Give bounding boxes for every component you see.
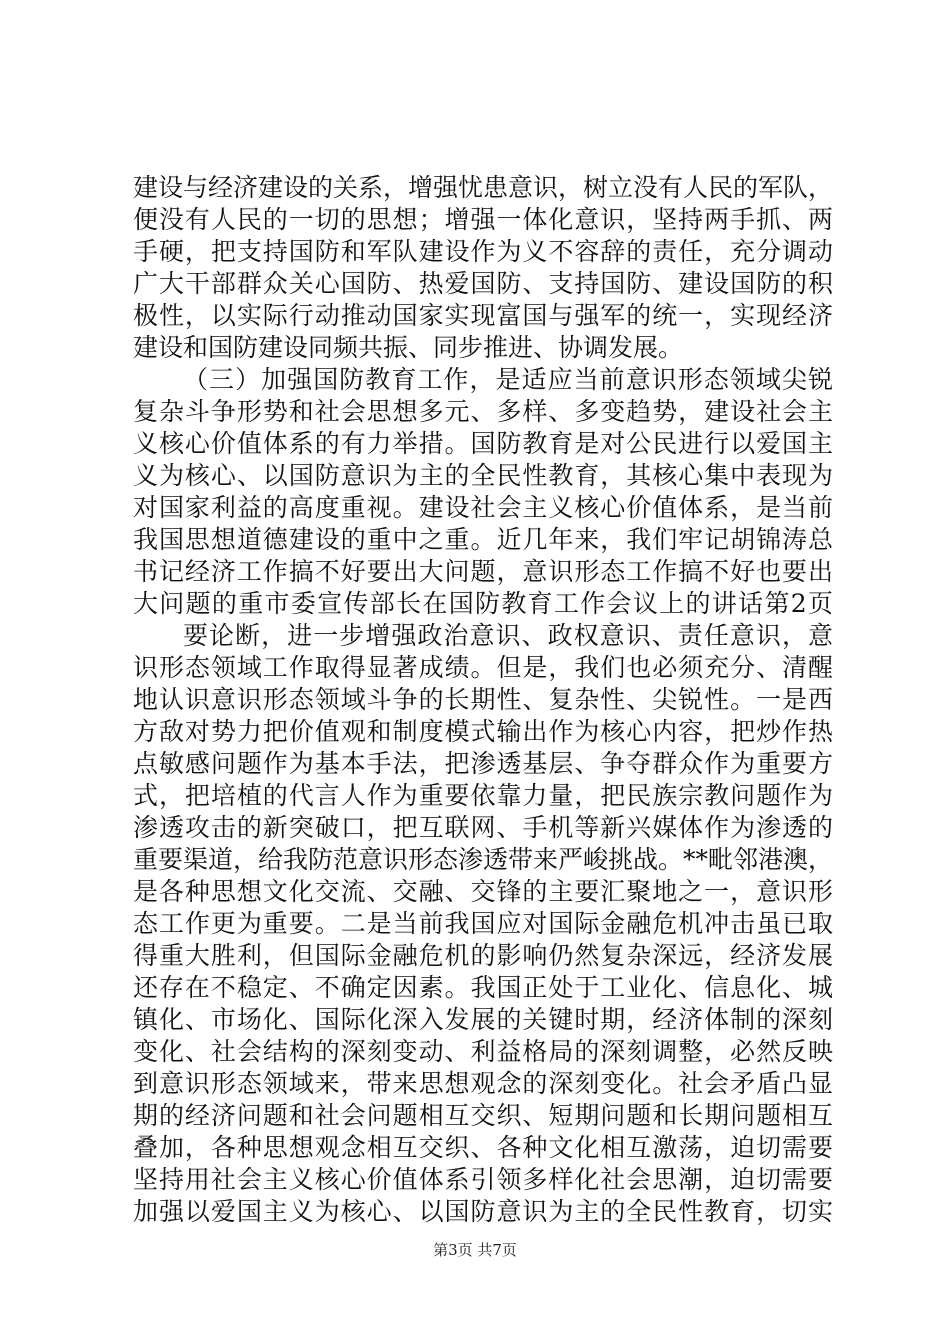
text-line: 识形态领域工作取得显著成绩。但是，我们也必须充分、清醒 <box>133 653 833 682</box>
text-line: 点敏感问题作为基本手法，把渗透基层、争夺群众作为重要方 <box>133 749 833 778</box>
text-line: 变化、社会结构的深刻变动、利益格局的深刻调整，必然反映 <box>133 1037 833 1066</box>
text-line: 得重大胜利，但国际金融危机的影响仍然复杂深远，经济发展 <box>133 941 833 970</box>
paragraph-2 <box>133 364 833 620</box>
paragraph-1 <box>133 172 833 364</box>
text-line: 到意识形态领域来，带来思想观念的深刻变化。社会矛盾凸显 <box>133 1069 833 1098</box>
page-number-footer: 第3页 共7页 <box>433 1241 517 1259</box>
text-line: 渗透攻击的新突破口，把互联网、手机等新兴媒体作为渗透的 <box>133 813 833 842</box>
text-line: 我国思想道德建设的重中之重。近几年来，我们牢记胡锦涛总 <box>133 525 833 554</box>
paragraph-3 <box>133 620 833 1228</box>
text-line: 大问题的重市委宣传部长在国防教育工作会议上的讲话第2页 <box>133 589 833 618</box>
text-line: （三）加强国防教育工作，是适应当前意识形态领域尖锐 <box>183 365 833 394</box>
text-line: 加强以爱国主义为核心、以国防意识为主的全民性教育，切实 <box>133 1197 833 1226</box>
text-line: 还存在不稳定、不确定因素。我国正处于工业化、信息化、城 <box>133 973 833 1002</box>
text-line: 方敌对势力把价值观和制度模式输出作为核心内容，把炒作热 <box>133 717 833 746</box>
text-line: 地认识意识形态领域斗争的长期性、复杂性、尖锐性。一是西 <box>133 685 833 714</box>
text-line: 期的经济问题和社会问题相互交织、短期问题和长期问题相互 <box>133 1101 833 1130</box>
text-line: 式，把培植的代言人作为重要依靠力量，把民族宗教问题作为 <box>133 781 833 810</box>
text-line: 手硬，把支持国防和军队建设作为义不容辞的责任，充分调动 <box>133 237 833 266</box>
text-line: 重要渠道，给我防范意识形态渗透带来严峻挑战。**毗邻港澳， <box>133 845 834 874</box>
text-line: 对国家利益的高度重视。建设社会主义核心价值体系，是当前 <box>133 493 833 522</box>
text-line: 是各种思想文化交流、交融、交锋的主要汇聚地之一，意识形 <box>133 877 833 906</box>
text-line: 坚持用社会主义核心价值体系引领多样化社会思潮，迫切需要 <box>133 1165 833 1194</box>
text-line: 复杂斗争形势和社会思想多元、多样、多变趋势，建设社会主 <box>133 397 833 426</box>
text-line: 要论断，进一步增强政治意识、政权意识、责任意识，意 <box>183 621 833 650</box>
text-line: 义核心价值体系的有力举措。国防教育是对公民进行以爱国主 <box>133 429 833 458</box>
text-line: 建设和国防建设同频共振、同步推进、协调发展。 <box>133 333 684 362</box>
text-line: 极性，以实际行动推动国家实现富国与强军的统一，实现经济 <box>133 301 833 330</box>
text-line: 镇化、市场化、国际化深入发展的关键时期，经济体制的深刻 <box>133 1005 833 1034</box>
text-line: 态工作更为重要。二是当前我国应对国际金融危机冲击虽已取 <box>133 909 833 938</box>
text-line: 书记经济工作搞不好要出大问题，意识形态工作搞不好也要出 <box>133 557 833 586</box>
text-line: 广大干部群众关心国防、热爱国防、支持国防、建设国防的积 <box>133 269 833 298</box>
text-line: 义为核心、以国防意识为主的全民性教育，其核心集中表现为 <box>133 461 833 490</box>
text-line: 建设与经济建设的关系，增强忧患意识，树立没有人民的军队， <box>133 173 834 202</box>
text-line: 叠加，各种思想观念相互交织、各种文化相互激荡，迫切需要 <box>133 1133 833 1162</box>
document-body <box>133 172 833 1228</box>
text-line: 便没有人民的一切的思想；增强一体化意识，坚持两手抓、两 <box>133 205 833 234</box>
